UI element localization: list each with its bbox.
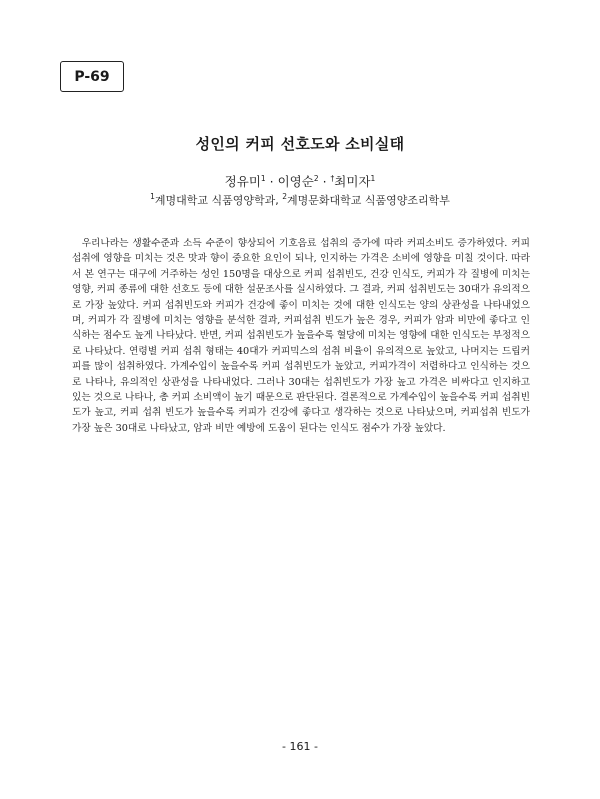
affil-mark: 2 xyxy=(282,192,288,201)
affiliation: 계명문화대학교 식품영양조리학부 xyxy=(287,194,450,207)
author-affil-mark: 2 xyxy=(313,174,319,183)
poster-id-badge xyxy=(60,61,124,92)
author-affil-mark: 1 xyxy=(370,174,376,183)
author-name: 이영순 xyxy=(277,174,314,189)
author-name: 최미자 xyxy=(334,174,371,189)
page-number: - 161 - xyxy=(282,740,318,753)
affiliation: 계명대학교 식품영양학과, xyxy=(154,194,283,207)
author-list xyxy=(0,172,600,190)
affil-mark: 1 xyxy=(150,192,155,201)
affiliation-line xyxy=(0,192,600,208)
poster-id: P-69 xyxy=(74,68,110,85)
author-separator: · xyxy=(318,174,331,189)
author-separator: · xyxy=(265,174,278,189)
paper-title: 성인의 커피 선호도와 소비실태 xyxy=(195,135,405,153)
author-name: 정유미 xyxy=(224,174,261,189)
author-affil-mark: 1 xyxy=(260,174,266,183)
corresponding-mark: † xyxy=(330,174,335,183)
abstract-body: 우리나라는 생활수준과 소득 수준이 향상되어 기호음료 섭취의 증가에 따라 커피소비도 증가하였다. 커피 섭취에 영향을 미치는 것은 맛과 향이 중요한 요인이 되나, 인지하는 가격은 소비에 영향을 미칠 것이다. 따라서 본 연구는 대구에 거주하는 성인 150명을 대상으로 커피 섭취빈도, 건강 인식도, 커피가 각 질병에 미치는 영향, 커피 종류에 대한 선호도 등에 대한 설문조사를 실시하였다. 그 결과, 커피 섭취빈도는 30대가 유의적으로 가장 높았다. 커피 섭취빈도와 커피가 건강에 좋이 미치는 것에 대한 인식도는 양의 상관성을 나타내었으며, 커피가 각 질병에 미치는 영향을 분석한 결과, 커피섭취 빈도가 높은 경우, 커피가 암과 비만에 좋다고 인식하는 점수도 높게 나타났다. 반면, 커피 섭취빈도가 높을수록 혈당에 미치는 영향에 대한 인식도는 부정적으로 나타났다. 연령별 커피 섭취 형태는 40대가 커피믹스의 섭취 비율이 유의적으로 높았고, 나머지는 드립커피를 많이 섭취하였다. 가계수입이 높을수록 커피 섭취빈도가 높았고, 커피가격이 저렴하다고 인식하는 것으로 나타나, 유의적인 상관성을 나타내었다. 그러나 30대는 섭취빈도가 가장 높고 가격은 비싸다고 인지하고 있는 것으로 나타나, 총 커피 소비액이 높기 때문으로 판단된다. 결론적으로 가계수입이 높을수록 커피 섭취빈도가 높고, 커피 섭취 빈도가 높을수록 커피가 건강에 좋다고 생각하는 것으로 나타났으며, 커피섭취 빈도가 가장 높은 30대로 나타났고, 암과 비만 예방에 도움이 된다는 인식도 점수가 가장 높았다. xyxy=(72,238,530,434)
